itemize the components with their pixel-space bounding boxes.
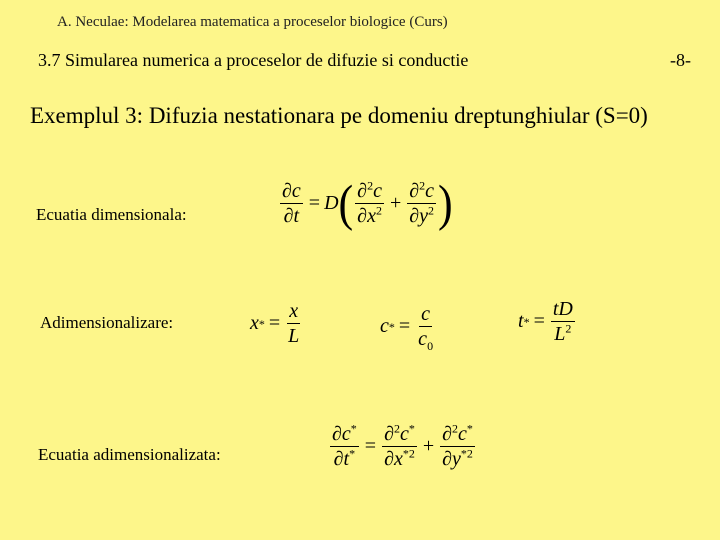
fraction-d2c-dx2: $\frac{\partial^2c}{\partial x^2}$ bbox=[357, 178, 382, 227]
course-header: A. Neculae: Modelarea matematica a proceselor biologice (Curs) bbox=[57, 14, 448, 30]
adim-t: t * = $\frac{tD}{L^2}$ bbox=[518, 298, 573, 345]
fraction-dc-dt: $\frac{\partial c}{\partial t}$ bbox=[282, 180, 301, 227]
fraction-d2c-dy2: $\frac{\partial^2c}{\partial y^2}$ bbox=[409, 178, 435, 227]
fraction-d2cs-dxs2: $\frac{\partial^2c^*}{\partial x^{*2}}$ bbox=[384, 421, 415, 470]
fraction-dcs-dts: $\frac{\partial c^*}{\partial t^*}$ bbox=[332, 421, 357, 470]
adim-c: c * = $\frac{c}{c_0}$ bbox=[380, 303, 434, 353]
label-dimensional-equation: Ecuatia dimensionala: bbox=[36, 205, 187, 224]
fraction-d2cs-dys2: $\frac{\partial^2c^*}{\partial y^{*2}}$ bbox=[442, 421, 473, 470]
label-adimensional-equation: Ecuatia adimensionalizata: bbox=[38, 445, 221, 464]
label-adimensionalization: Adimensionalizare: bbox=[40, 313, 174, 332]
example-title: Exemplul 3: Difuzia nestationara pe domeniu dreptunghiular (S=0) bbox=[30, 103, 648, 128]
adim-x: x * = $\frac{x}{L}$ bbox=[250, 300, 300, 347]
page-number: -8- bbox=[670, 50, 691, 70]
dimensional-equation: $\frac{\partial c}{\partial t}$ = D ( $\frac{\partial^2c}{\partial x^2}$ + $\frac{\partial^2c}{\partial y^2}$ ) bbox=[282, 175, 453, 232]
adimensional-equation: $\frac{\partial c^*}{\partial t^*}$ = $\frac{\partial^2c^*}{\partial x^{*2}}$ + $\frac{\partial^2c^*}{\partial y^{*2}}$ bbox=[332, 421, 473, 470]
section-title: 3.7 Simularea numerica a proceselor de difuzie si conductie bbox=[38, 50, 469, 70]
